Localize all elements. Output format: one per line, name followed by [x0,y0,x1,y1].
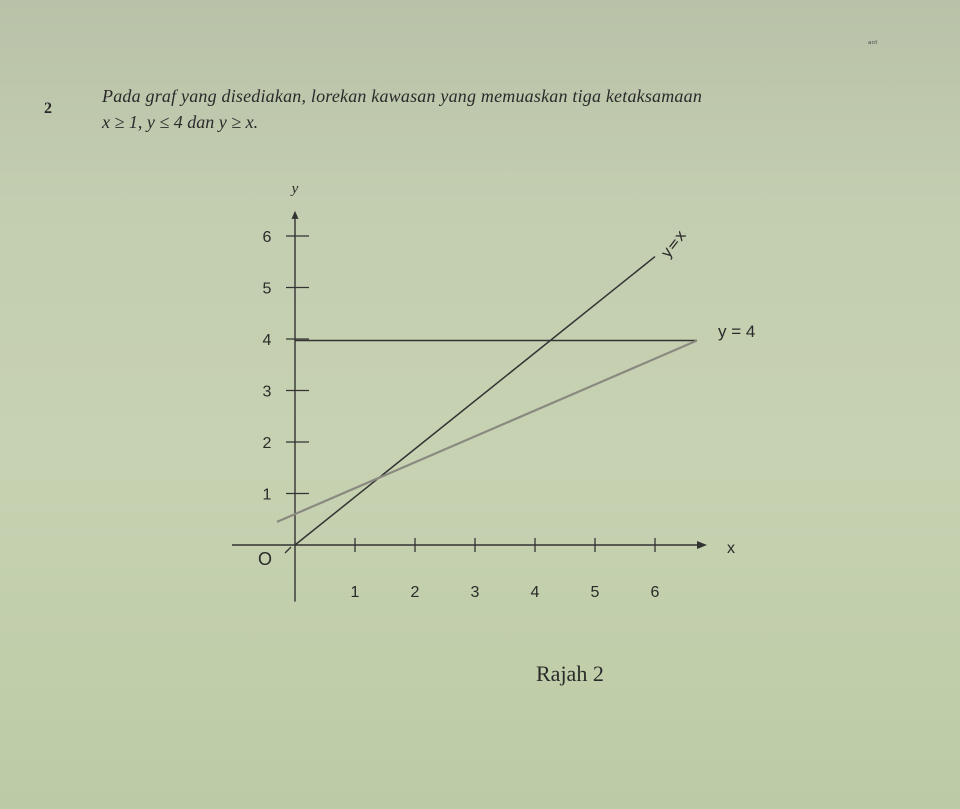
y-tick-label-5: 5 [262,280,272,298]
y-tick-label-2: 2 [262,435,272,452]
y-tick-label-6: 6 [262,229,272,246]
series-line-1 [295,257,655,545]
y-tick-label-1: 1 [262,486,272,504]
corner-mark: ᵃᵒᵗ [868,40,878,50]
x-axis-label: x [727,540,735,557]
x-tick-label-4: 4 [530,584,540,601]
graph-lines [277,257,697,545]
series-line-3 [277,341,697,522]
label-y-equals-x: y=x [656,226,690,262]
x-tick-label-5: 5 [590,584,600,601]
origin-label: O [257,549,273,569]
question-text: Pada graf yang disediakan, lorekan kawasan yang memuaskan tiga ketaksamaan [102,86,703,106]
x-tick-label-6: 6 [650,584,660,601]
x-tick-label-2: 2 [410,584,420,601]
origin-stroke [285,547,291,553]
axes [232,211,707,602]
y-tick-label-3: 3 [262,383,272,401]
y-tick-label-4: 4 [262,332,272,349]
y-axis-arrow [292,211,299,219]
question-number: 2 [44,100,52,117]
x-axis-arrow [697,541,707,549]
x-tick-label-3: 3 [470,584,480,601]
x-tick-label-1: 1 [350,584,360,601]
figure-caption: Rajah 2 [536,661,604,686]
question-inequalities: x ≥ 1, y ≤ 4 dan y ≥ x. [102,112,259,132]
y-axis-label: y [291,180,299,197]
graph-labels [258,181,755,601]
label-y-equals-4: y = 4 [718,322,756,341]
